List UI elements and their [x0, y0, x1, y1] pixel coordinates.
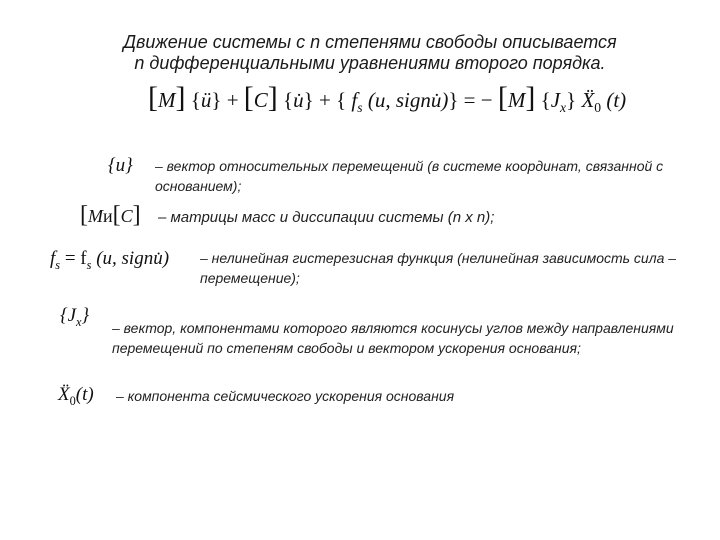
def-jx-sub: x: [76, 314, 82, 329]
def-x0-sub: 0: [69, 393, 76, 408]
def-x0-args: (t): [75, 384, 94, 405]
main-equation: [M] {ü} + [C] {u̇} + { $f_s$ (u, signu̇)} = − [M] $\{J_x\}$ Ẍ$_0$ (t): [148, 81, 627, 116]
eq-J: J: [550, 88, 561, 112]
eq-C: C: [253, 88, 268, 112]
def-mc-symbol: [Mи[C]: [80, 202, 141, 228]
def-x0-text: – компонента сейсмического ускорения основания: [116, 388, 455, 404]
eq-equals: = −: [463, 88, 493, 112]
def-u-text: – вектор относительных перемещений (в системе координат, связанной с основанием);: [155, 158, 664, 194]
def-fs-rhs: = f: [64, 248, 87, 269]
def-jx-J: {J: [60, 305, 77, 326]
def-fs-args: (u, signu̇): [96, 248, 170, 269]
def-u-symbol: {u}: [108, 155, 133, 176]
eq-M: M: [158, 88, 176, 112]
title-line-1: Движение системы с n степенями свободы описывается: [123, 32, 617, 52]
eq-t: (t): [606, 88, 627, 112]
eq-f: f: [351, 88, 358, 112]
eq-f-sub: s: [357, 100, 363, 116]
def-fs-text: – нелинейная гистерезисная функция (нелинейная зависимость сила – перемещение);: [200, 250, 677, 286]
def-jx-close: }: [81, 305, 90, 326]
def-mc-and: и: [103, 206, 113, 226]
def-x0-symbol: [58, 384, 94, 409]
eq-M2: M: [507, 88, 526, 112]
def-mc-text: – матрицы масс и диссипации системы (n x n);: [158, 209, 495, 226]
def-fs-f: f: [50, 248, 56, 269]
def-fs-rhs-sub: s: [86, 257, 92, 272]
eq-X-sub: 0: [594, 100, 602, 116]
eq-u-dot: u̇: [293, 88, 304, 112]
slide-title: [60, 32, 680, 74]
def-mc-C: C: [120, 206, 133, 226]
def-jx-text: – вектор, компонентами которого являются косинусы углов между направлениями перемещений по степеням свободы и вектором ускорения основания;: [112, 320, 674, 356]
def-jx-symbol: [60, 305, 89, 330]
eq-u-ddot: ü: [200, 88, 212, 112]
def-mc-M: M: [88, 206, 103, 226]
eq-X: Ẍ: [581, 88, 595, 112]
def-fs-symbol: [50, 248, 169, 273]
eq-args: (u, signu̇): [367, 88, 449, 112]
def-x0-X: Ẍ: [58, 384, 70, 405]
def-fs-sub: s: [55, 257, 61, 272]
title-line-2: n дифференциальными уравнениями второго порядка.: [134, 53, 606, 73]
eq-J-sub: x: [560, 100, 567, 116]
